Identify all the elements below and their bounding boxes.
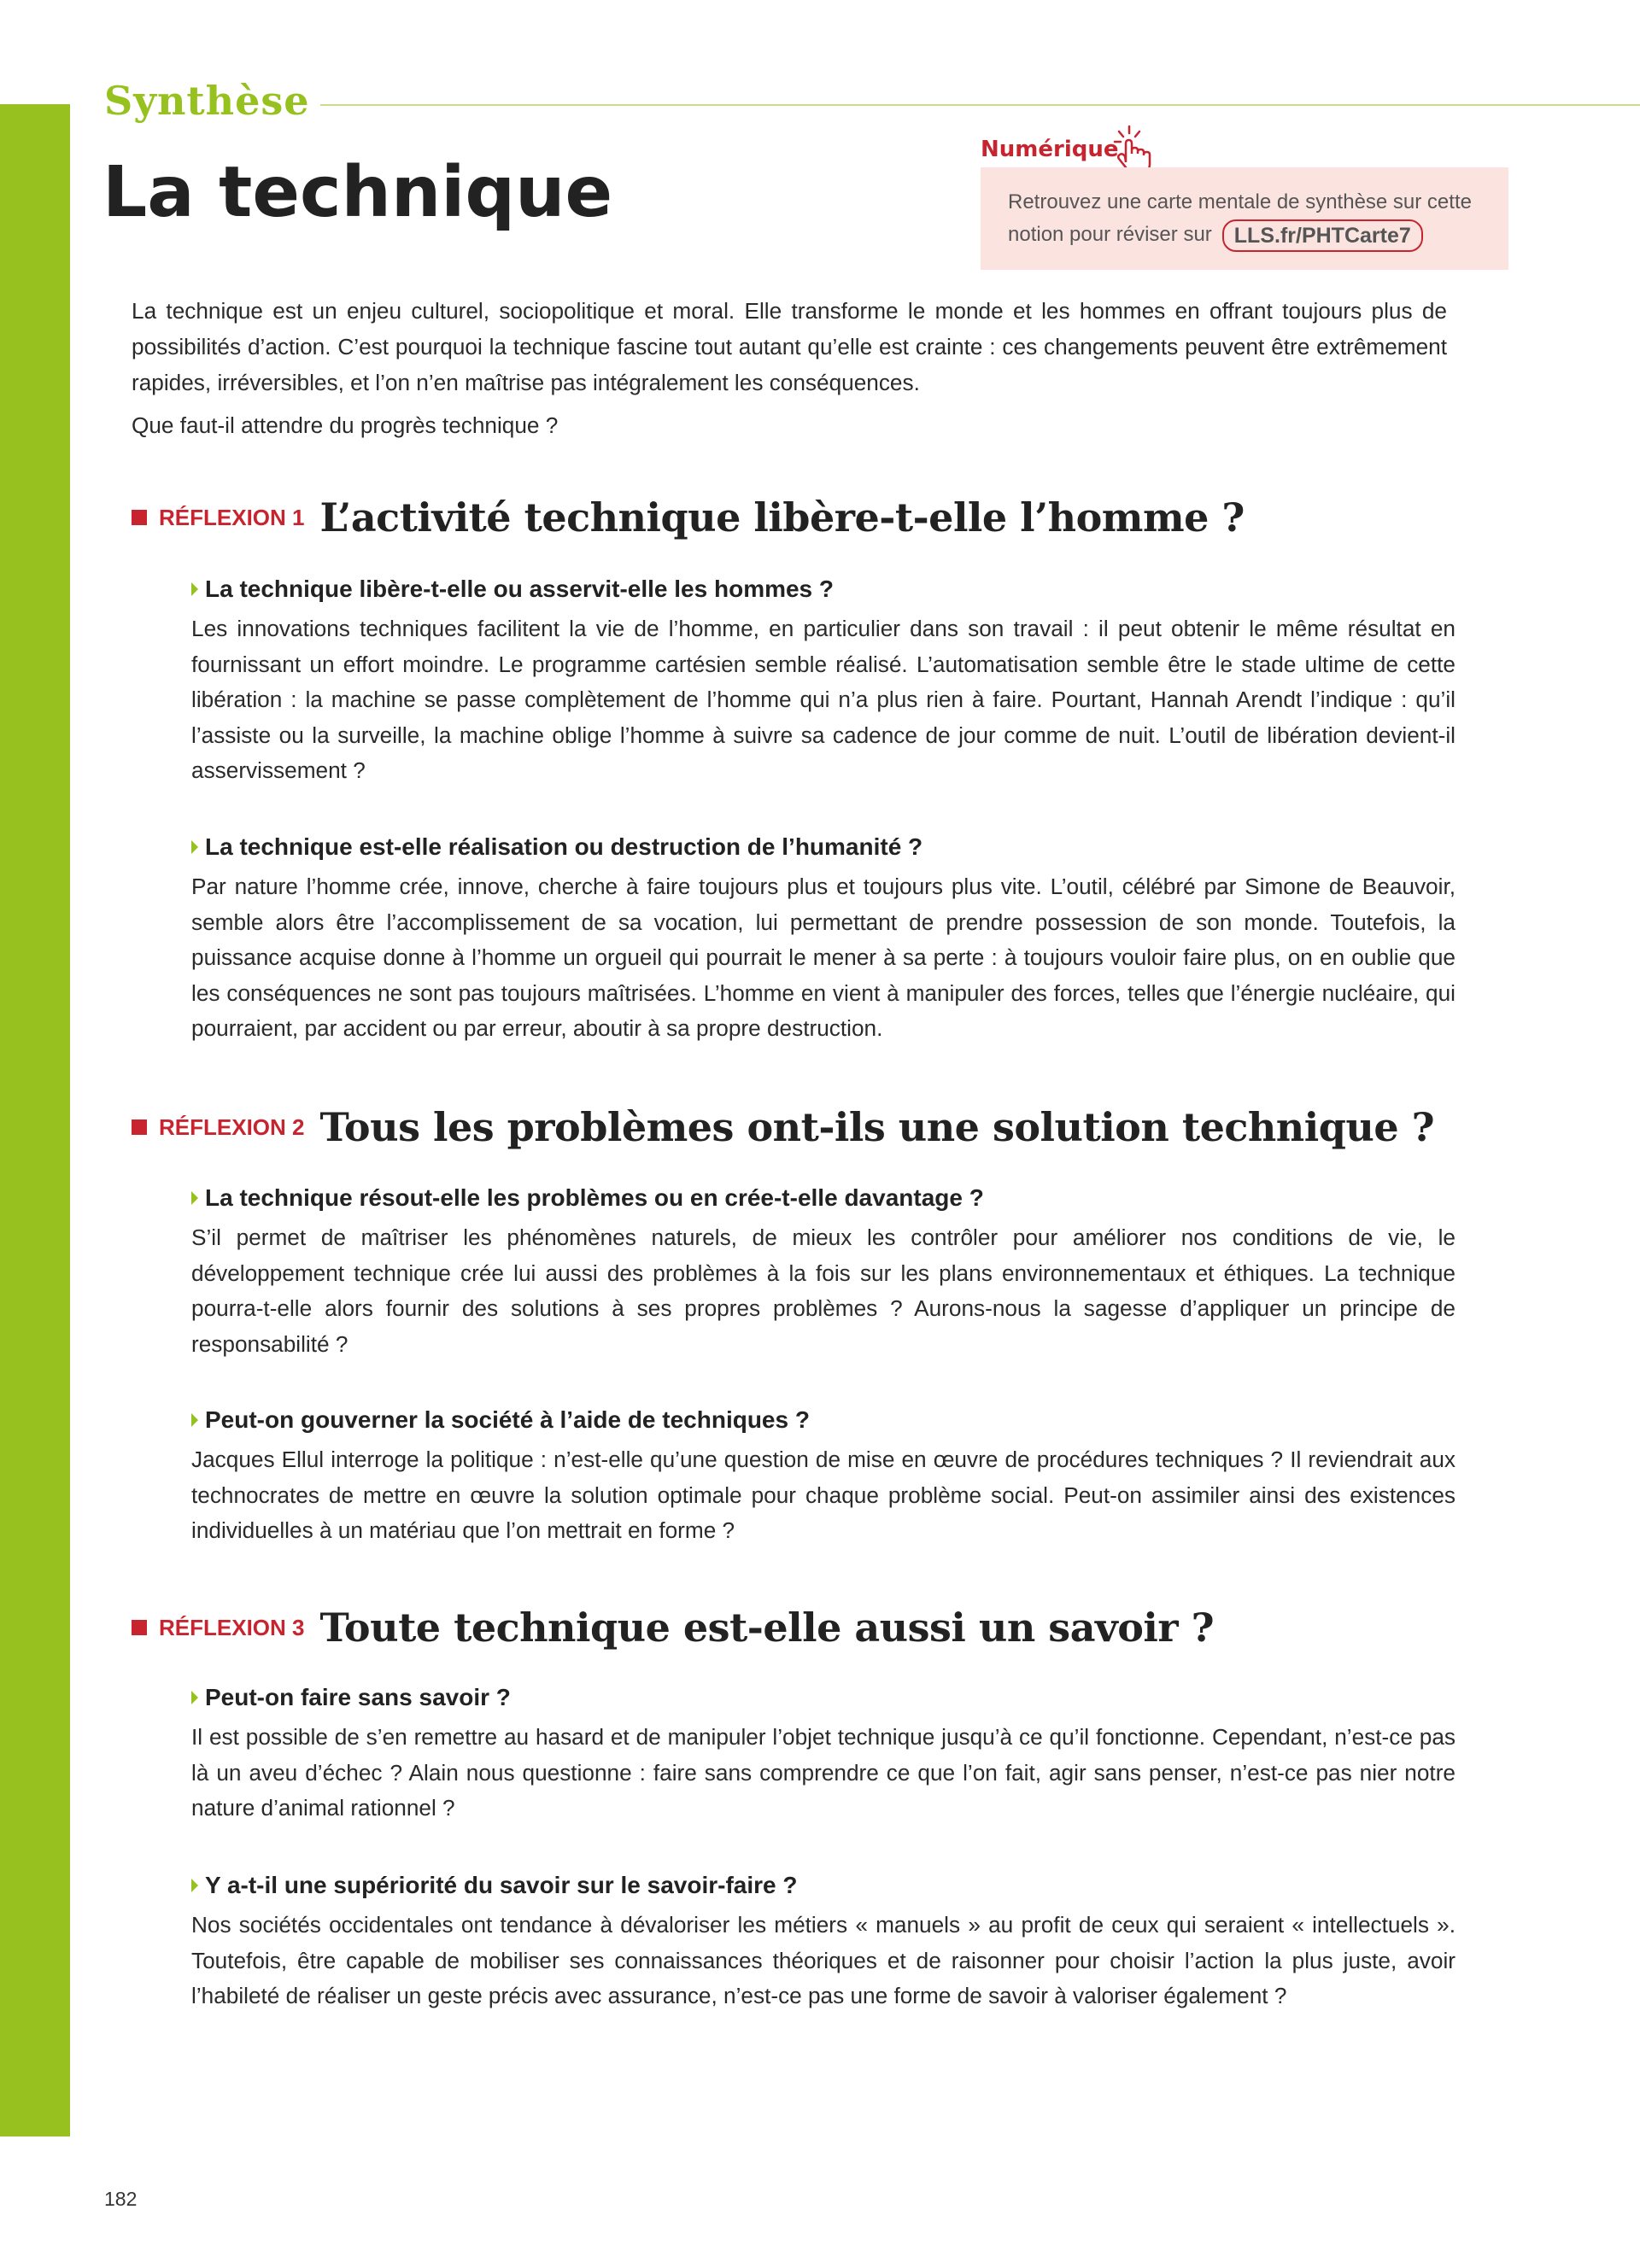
- subsection: [191, 830, 1456, 1047]
- red-square-marker: [132, 510, 147, 525]
- subsection: [191, 572, 1456, 789]
- page-title: La technique: [102, 152, 613, 233]
- green-side-bar: [0, 104, 70, 2136]
- subsection: [191, 1181, 1456, 1362]
- subsection-body: S’il permet de maîtriser les phénomènes naturels, de mieux les contrôler pour améliorer nos conditions de vie, le développement technique crée lui aussi des problèmes à la fois sur les plans environnementaux et éthiques. La technique pourra-t-elle alors fournir des solutions à ses propres problèmes ? Aurons-nous la sagesse d’appliquer un principe de responsabilité ?: [191, 1225, 1456, 1357]
- header-rule: [320, 104, 1640, 106]
- subsection-heading: Y a-t-il une supériorité du savoir sur le savoir-faire ?: [205, 1872, 798, 1898]
- subsection: [191, 1681, 1456, 1827]
- reflexion-title: L’activité technique libère-t-elle l’homme ?: [319, 494, 1245, 541]
- subsection: [191, 1868, 1456, 2014]
- red-square-marker: [132, 1620, 147, 1635]
- subsection-body: Jacques Ellul interroge la politique : n’est-elle qu’une question de mise en œuvre de procédures techniques ? Il reviendrait aux technocrates de mettre en œuvre la solution optimale pour chaque problème social. Peut-on assimiler ainsi des existences individuelles à un matériau que l’on mettrait en forme ?: [191, 1447, 1456, 1543]
- intro-question: Que faut-il attendre du progrès technique ?: [132, 412, 559, 438]
- reflexion-title: Toute technique est-elle aussi un savoir ?: [319, 1605, 1215, 1651]
- numerique-text: [1008, 186, 1495, 252]
- reflexion-title: Tous les problèmes ont-ils une solution technique ?: [319, 1104, 1435, 1150]
- reflexion-1-heading: [132, 492, 1245, 543]
- triangle-bullet-icon: [191, 582, 198, 596]
- reflexion-3-heading: [132, 1602, 1214, 1653]
- intro-paragraph: La technique est un enjeu culturel, sociopolitique et moral. Elle transforme le monde et les hommes en offrant toujours plus de possibilités d’action. C’est pourquoi la technique fascine tout autant qu’elle est crainte : ces changements peuvent être extrêmement rapides, irréversibles, et l’on n’en maîtrise pas intégralement les conséquences.: [132, 298, 1447, 395]
- subsection-heading: La technique libère-t-elle ou asservit-elle les hommes ?: [205, 576, 835, 602]
- intro: [132, 293, 1447, 443]
- subsection: [191, 1403, 1456, 1549]
- page-number: 182: [104, 2188, 138, 2210]
- red-square-marker: [132, 1119, 147, 1135]
- subsection-heading: La technique est-elle réalisation ou destruction de l’humanité ?: [205, 833, 923, 860]
- numerique-box: [981, 167, 1508, 270]
- triangle-bullet-icon: [191, 1691, 198, 1704]
- reflexion-label: RÉFLEXION 2: [159, 1114, 305, 1140]
- reflexion-label: RÉFLEXION 3: [159, 1614, 305, 1640]
- subsection-heading: Peut-on faire sans savoir ?: [205, 1684, 511, 1710]
- reflexion-label: RÉFLEXION 1: [159, 504, 305, 530]
- triangle-bullet-icon: [191, 1413, 198, 1427]
- subsection-heading: La technique résout-elle les problèmes ou en crée-t-elle davantage ?: [205, 1184, 984, 1211]
- section-label: Synthèse: [104, 78, 310, 124]
- reflexion-2-heading: [132, 1102, 1434, 1153]
- numerique-description: Retrouvez une carte mentale de synthèse sur cette notion pour réviser sur: [1008, 190, 1472, 246]
- carte-link[interactable]: LLS.fr/PHTCarte7: [1222, 219, 1423, 252]
- triangle-bullet-icon: [191, 840, 198, 854]
- subsection-body: Il est possible de s’en remettre au hasard et de manipuler l’objet technique jusqu’à ce qu’il fonctionne. Cependant, n’est-ce pas là un aveu d’échec ? Alain nous questionne : faire sans comprendre ce que l’on fait, agir sans penser, n’est-ce pas nier notre nature d’animal rationnel ?: [191, 1724, 1456, 1821]
- subsection-body: Nos sociétés occidentales ont tendance à dévaloriser les métiers « manuels » au profit de ceux qui seraient « intellectuels ». Toutefois, être capable de mobiliser ses connaissances théoriques et de raisonner pour choisir l’action la plus juste, avoir l’habileté de réaliser un geste précis avec assurance, n’est-ce pas une forme de savoir à valoriser également ?: [191, 1912, 1456, 2008]
- numerique-label: Numérique: [981, 137, 1119, 162]
- triangle-bullet-icon: [191, 1191, 198, 1205]
- subsection-body: Par nature l’homme crée, innove, cherche à faire toujours plus et toujours plus vite. L’outil, célébré par Simone de Beauvoir, semble alors être l’accomplissement de sa vocation, lui permettant de prendre possession de son monde. Toutefois, la puissance acquise donne à l’homme un orgueil qui pourrait le mener à sa perte : à toujours vouloir faire plus, on en oublie que les conséquences ne sont pas toujours maîtrisées. L’homme en vient à manipuler des forces, telles que l’énergie nucléaire, qui pourraient, par accident ou par erreur, aboutir à sa propre destruction.: [191, 874, 1456, 1041]
- subsection-heading: Peut-on gouverner la société à l’aide de techniques ?: [205, 1406, 810, 1433]
- subsection-body: Les innovations techniques facilitent la vie de l’homme, en particulier dans son travail : il peut obtenir le même résultat en fournissant un effort moindre. Le programme cartésien semble réalisé. L’automatisation semble être le stade ultime de cette libération : la machine se passe complètement de l’homme qui n’a plus rien à faire. Pourtant, Hannah Arendt l’indique : qu’il l’assiste ou la surveille, la machine oblige l’homme à suivre sa cadence de jour comme de nuit. L’outil de libération devient-il asservissement ?: [191, 616, 1456, 783]
- triangle-bullet-icon: [191, 1879, 198, 1892]
